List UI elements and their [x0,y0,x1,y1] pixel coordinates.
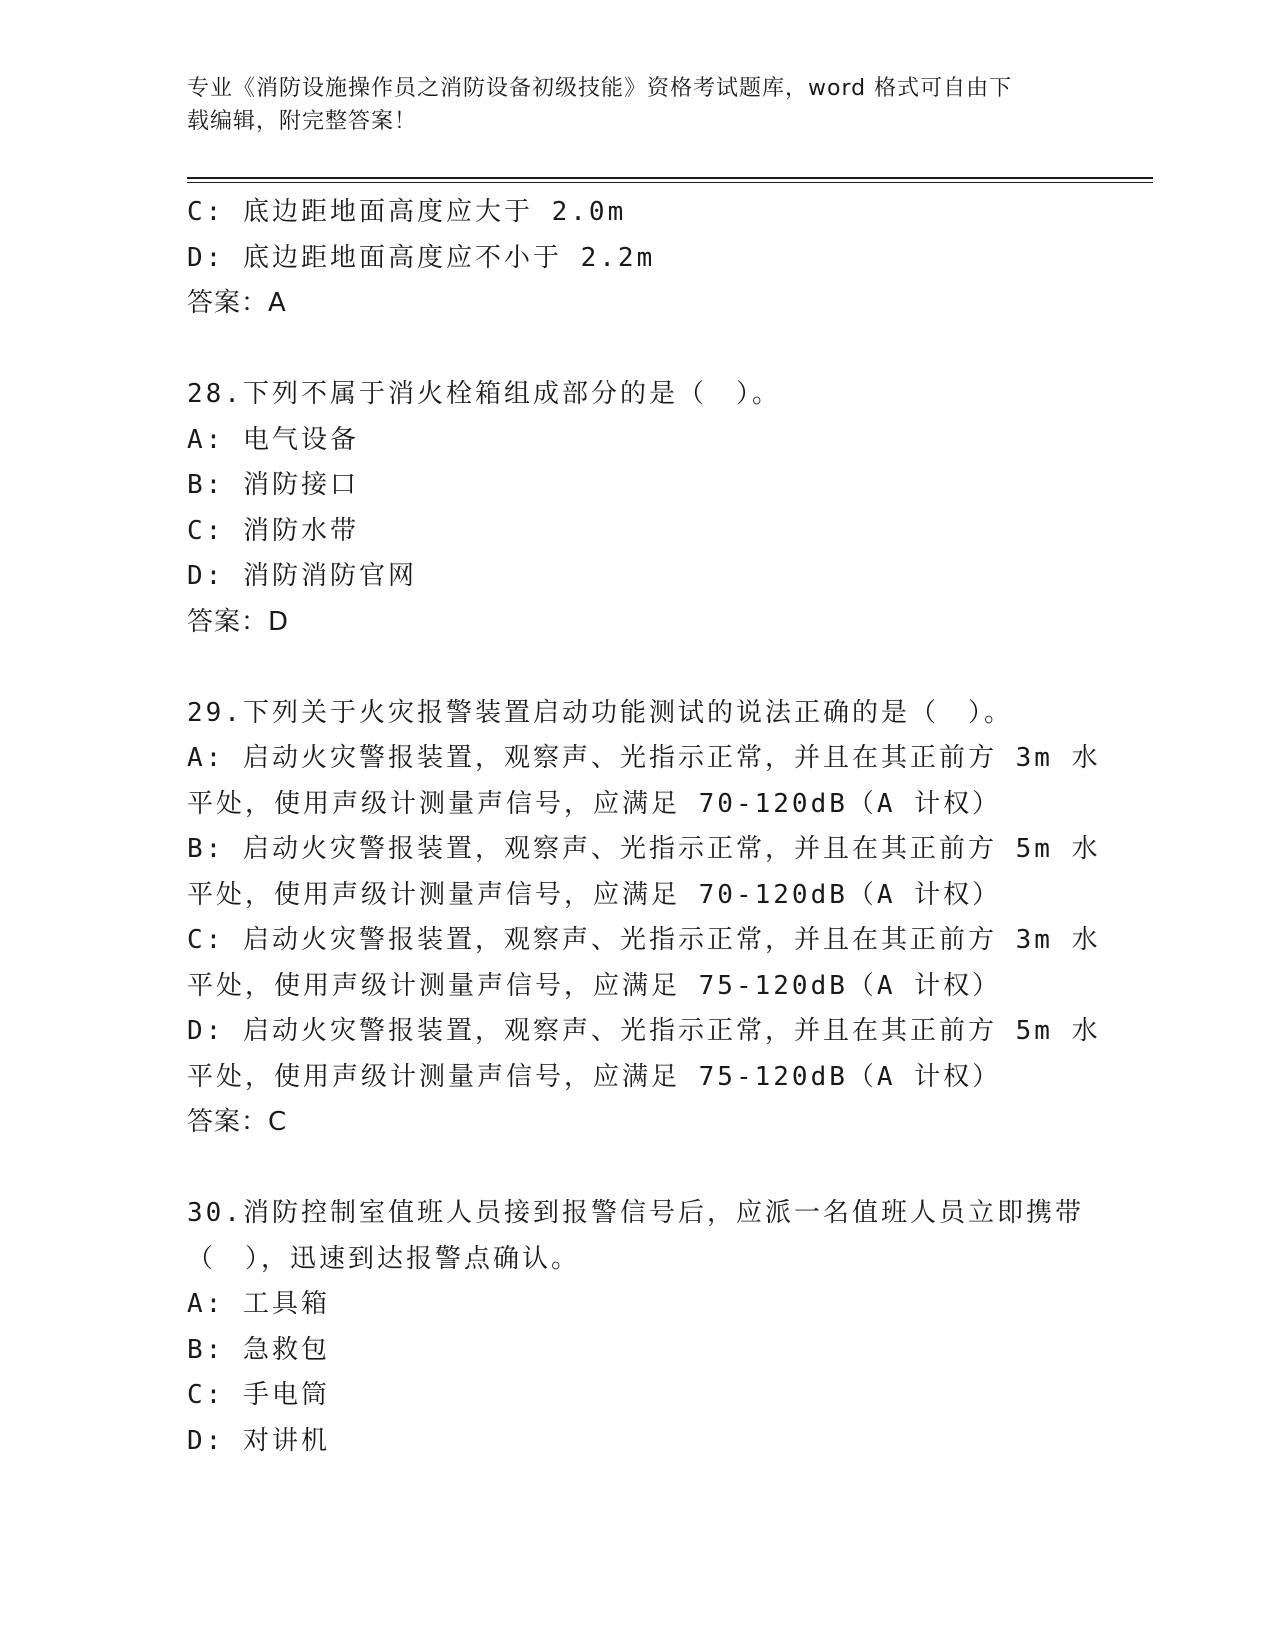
q29-option-b-line-2: 平处，使用声级计测量声信号，应满足 70-120dB（A 计权） [187,879,1002,910]
q27-answer: 答案：A [187,288,287,318]
question-28 [187,372,1107,645]
q29-option-d-line-1: D: 启动火灾警报装置，观察声、光指示正常，并且在其正前方 5m 水 [187,1016,1101,1046]
q30-question-line-1: 30.消防控制室值班人员接到报警信号后，应派一名值班人员立即携带 [187,1198,1084,1228]
q28-option-d: D: 消防消防官网 [187,561,417,591]
spacer [187,1146,1107,1192]
q27-option-d: D: 底边距地面高度应不小于 2.2m [187,242,656,273]
q28-answer: 答案：D [187,606,290,637]
question-27-tail [187,190,1107,327]
document-header [187,72,1067,138]
q29-option-c-line-2: 平处，使用声级计测量声信号，应满足 75-120dB（A 计权） [187,970,1002,1001]
q30-option-a: A: 工具箱 [187,1289,330,1319]
question-list [187,190,1107,1464]
q29-option-b-line-1: B: 启动火灾警报装置，观察声、光指示正常，并且在其正前方 5m 水 [187,834,1101,864]
q30-option-c: C: 手电筒 [187,1380,330,1410]
q28-option-b: B: 消防接口 [187,470,359,500]
q29-answer: 答案：C [187,1107,288,1137]
spacer [187,327,1107,373]
q29-option-a-line-1: A: 启动火灾警报装置，观察声、光指示正常，并且在其正前方 3m 水 [187,743,1101,773]
q29-option-d-line-2: 平处，使用声级计测量声信号，应满足 75-120dB（A 计权） [187,1061,1002,1092]
spacer [187,645,1107,691]
q30-option-d: D: 对讲机 [187,1425,330,1456]
q28-question: 28.下列不属于消火栓箱组成部分的是（ ）。 [187,379,781,409]
q29-option-c-line-1: C: 启动火灾警报装置，观察声、光指示正常，并且在其正前方 3m 水 [187,925,1101,955]
question-30 [187,1191,1107,1464]
q30-question-line-2: （ ），迅速到达报警点确认。 [187,1243,581,1274]
q28-option-a: A: 电气设备 [187,424,359,455]
header-line-2: 载编辑，附完整答案！ [187,109,418,134]
header-line-1: 专业《消防设施操作员之消防设备初级技能》资格考试题库，word 格式可自由下 [187,76,1013,101]
q28-option-c: C: 消防水带 [187,515,359,546]
header-divider [187,177,1153,183]
q30-option-b: B: 急救包 [187,1334,330,1365]
question-29 [187,691,1107,1146]
q29-option-a-line-2: 平处，使用声级计测量声信号，应满足 70-120dB（A 计权） [187,788,1002,819]
q27-option-c: C: 底边距地面高度应大于 2.0m [187,197,627,227]
q29-question: 29.下列关于火灾报警装置启动功能测试的说法正确的是（ ）。 [187,697,1013,728]
